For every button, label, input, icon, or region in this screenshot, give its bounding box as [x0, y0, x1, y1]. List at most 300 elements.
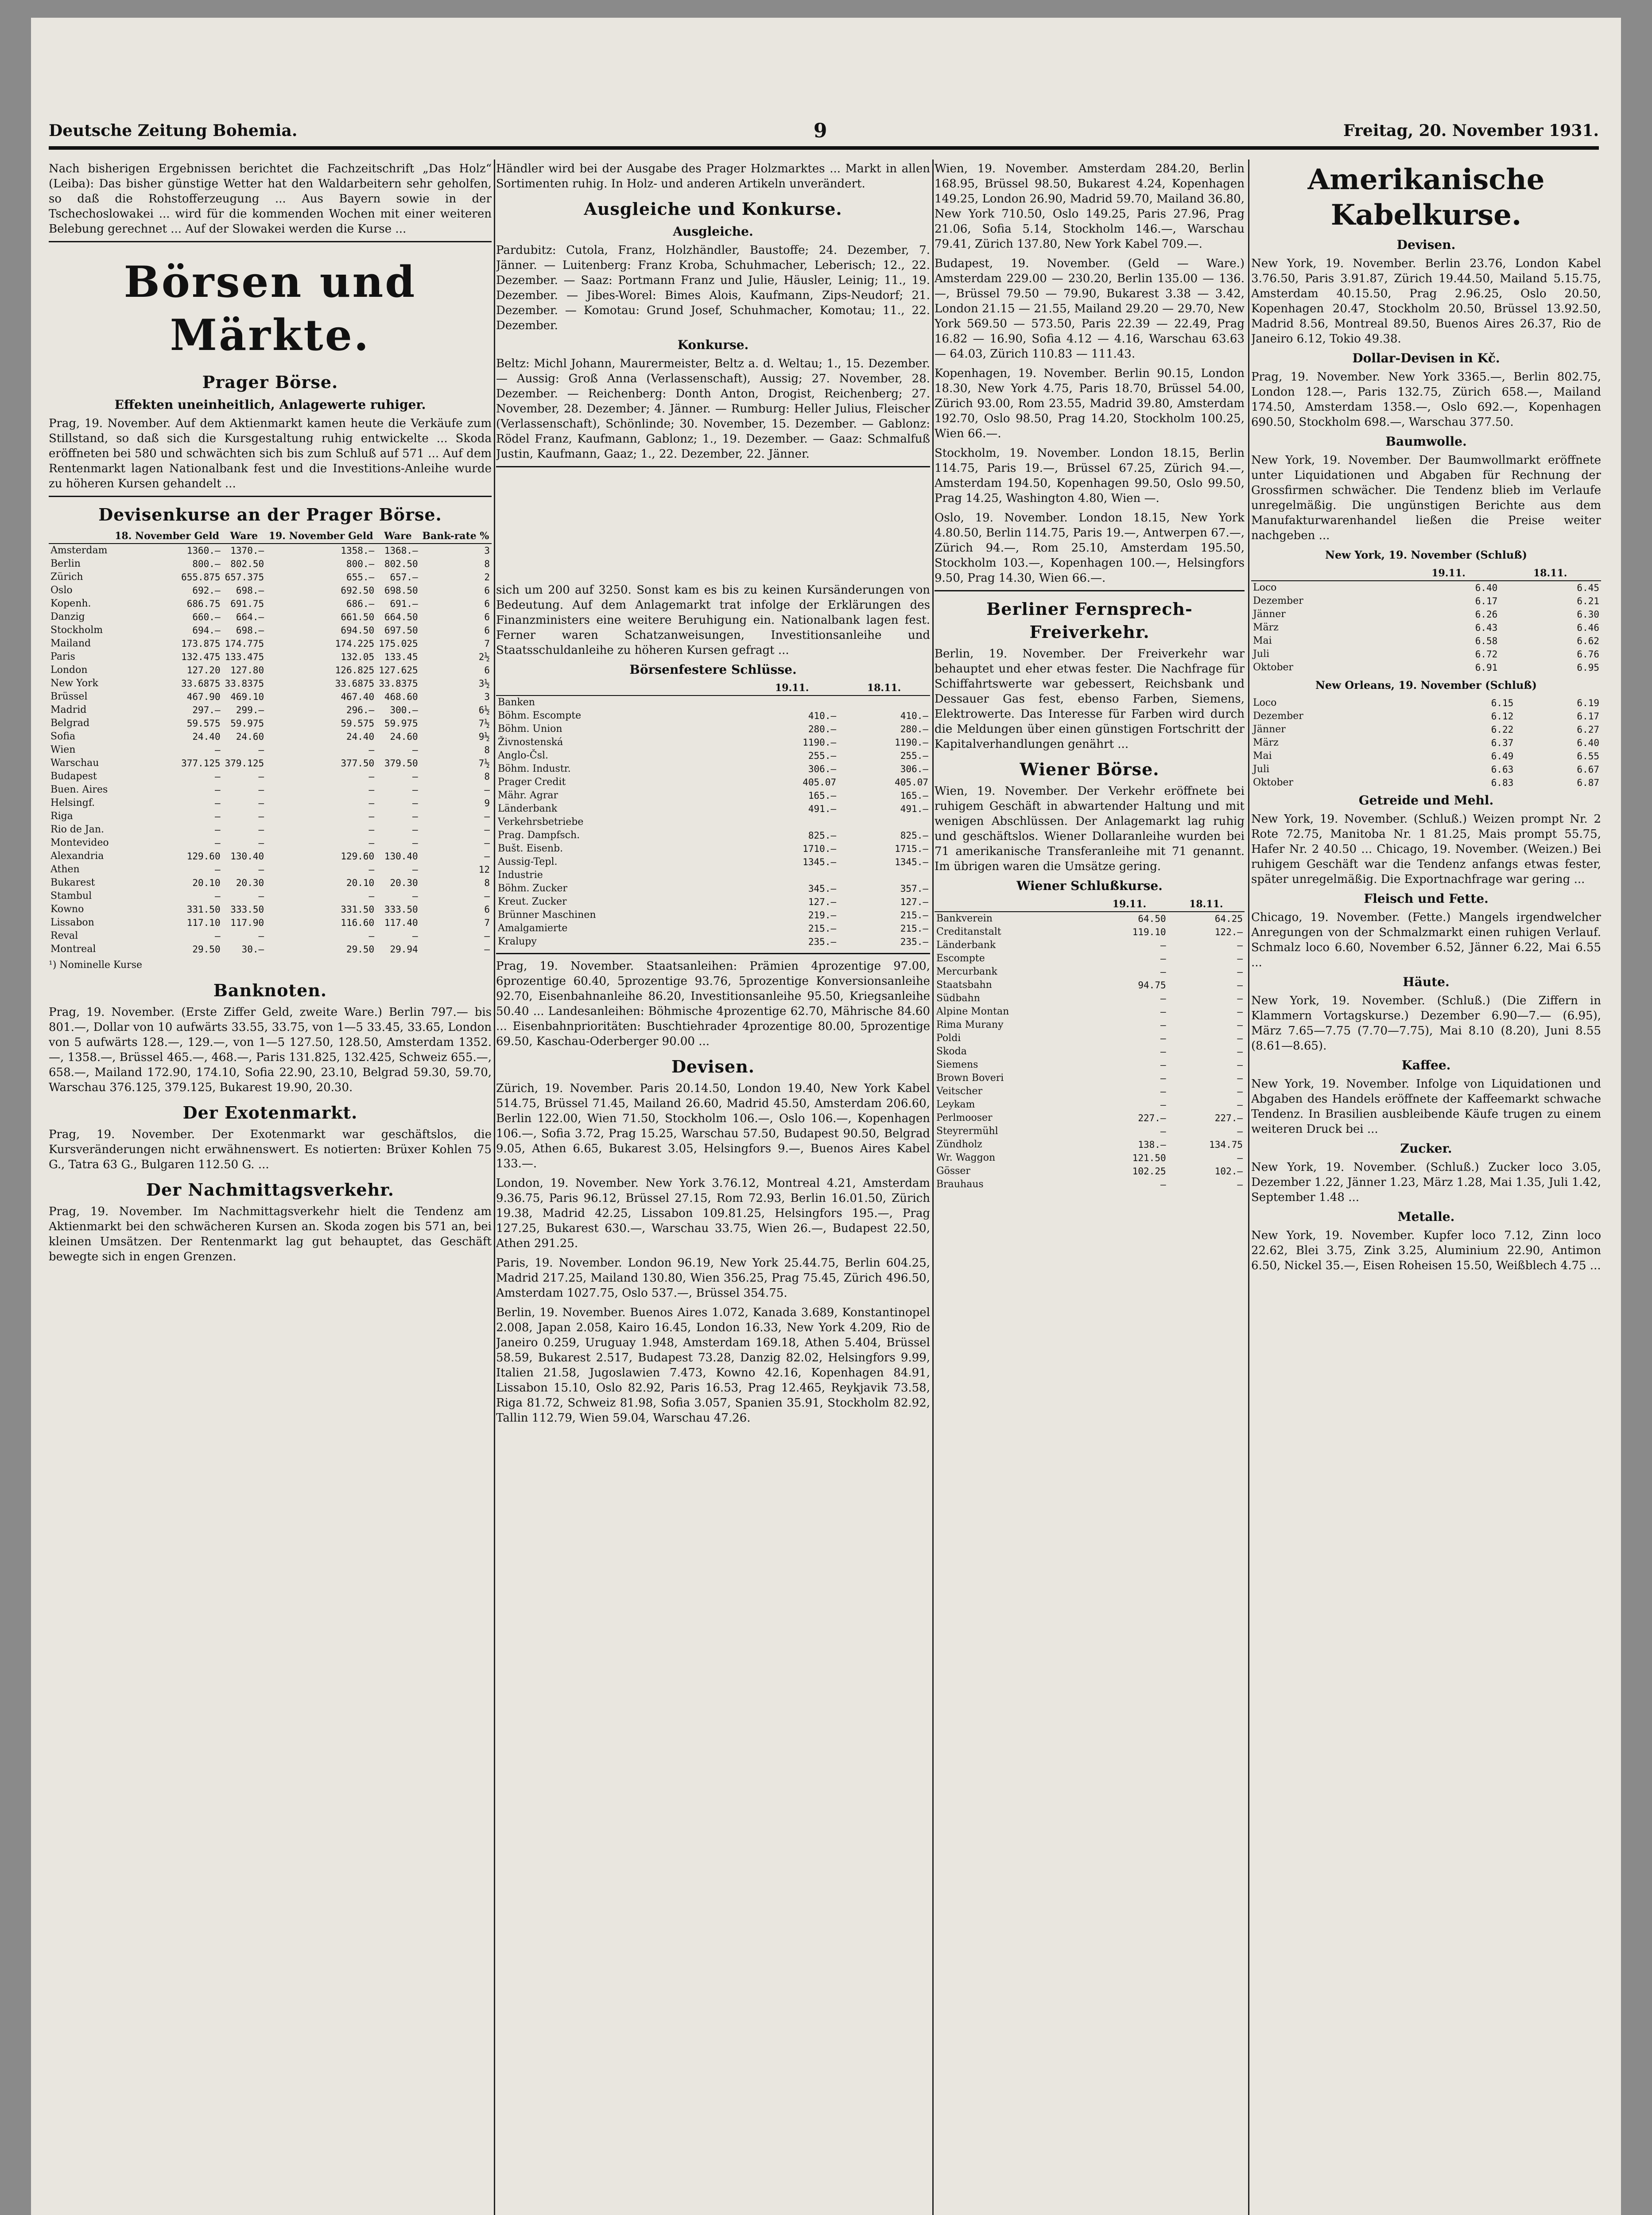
row-label: New York [50, 678, 98, 689]
row-value: 174.225 [335, 638, 375, 649]
row-value: 59.575 [186, 718, 221, 729]
row-value: — [1160, 1179, 1166, 1190]
table-row [1251, 723, 1601, 736]
row-value: 469.10 [230, 692, 264, 702]
row-value: 379.125 [225, 758, 264, 769]
row-value: 215.— [900, 923, 928, 934]
row-value: — [1237, 1073, 1243, 1084]
row-value: 410.— [900, 711, 928, 721]
table-header-cell [1251, 566, 1398, 581]
row-value: — [214, 864, 221, 875]
row-value: — [1237, 1086, 1243, 1097]
row-value: 6.17 [1475, 596, 1498, 606]
row-value: 6.62 [1577, 636, 1599, 646]
row-label: Siemens [936, 1059, 978, 1070]
row-label: Brauhaus [936, 1179, 984, 1190]
row-value: — [1237, 1020, 1243, 1030]
banknoten-article: Prag, 19. November. (Erste Ziffer Geld, zweite Ware.) Berlin 797.— bis 801.—, Dollar von 10 aufwärts 33.55, 33.75, von 1—5 33.45, 33.65, London von 5 aufwärts 128.—, 129.—, von 1—5 127.50, 128.50, Amsterdam 1352.—, 1358.—, Brüssel 465.—, 468.—, Paris 131.825, 132.425, Schweiz 655.—, 658.—, Mailand 172.90, 174.10, Sofia 22.90, 23.10, Belgrad 59.30, 59.70, Warschau 376.125, 379.125, Bukarest 19.90, 20.30. [49, 1006, 492, 1094]
row-value: 6.55 [1577, 751, 1599, 762]
column-rule [494, 159, 495, 2215]
table-row [496, 909, 930, 922]
row-value: 6 [484, 612, 490, 622]
table-row [496, 816, 930, 829]
row-value: 122.— [1214, 927, 1243, 937]
table-row [49, 836, 492, 850]
table-row [496, 829, 930, 842]
row-value: — [484, 851, 490, 862]
row-value: 405.07 [895, 777, 928, 788]
row-value: 297.— [192, 705, 221, 715]
row-value: 1190.— [803, 737, 837, 748]
row-value: 698.— [236, 585, 264, 596]
table-header-cell [49, 529, 112, 544]
row-value: 24.40 [192, 731, 221, 742]
table-row [935, 912, 1245, 925]
row-value: — [214, 798, 221, 808]
column-c [935, 159, 1245, 2215]
table-row [935, 1005, 1245, 1018]
row-value: — [368, 864, 375, 875]
row-value: 655.— [346, 572, 375, 583]
row-value: — [484, 785, 490, 795]
row-label: Gösser [936, 1166, 970, 1177]
row-value: — [368, 785, 375, 795]
row-value: 6.45 [1577, 583, 1599, 593]
row-value: 7½ [478, 758, 490, 769]
row-value: 130.40 [384, 851, 418, 862]
row-value: 6.46 [1577, 622, 1599, 633]
row-value: 117.40 [384, 917, 418, 928]
row-value: 165.— [900, 790, 928, 801]
row-value: 133.475 [225, 652, 264, 662]
table-row [935, 1165, 1245, 1178]
table-row [496, 789, 930, 802]
row-label: Montevideo [50, 837, 109, 848]
row-value: 174.775 [225, 638, 264, 649]
table-row [49, 850, 492, 863]
neworleans-cotton-table [1251, 696, 1601, 789]
row-value: — [1160, 940, 1166, 951]
table-row [496, 749, 930, 762]
row-value: 6 [484, 625, 490, 636]
table-row [1251, 621, 1601, 634]
row-value: — [214, 771, 221, 782]
row-label: Danzig [50, 611, 85, 622]
row-value: — [484, 824, 490, 835]
row-label: Staatsbahn [936, 979, 992, 991]
row-value: 102.25 [1132, 1166, 1166, 1177]
row-value: 3 [484, 692, 490, 702]
row-label: Helsingf. [50, 797, 95, 808]
row-value: 24.60 [236, 731, 264, 742]
row-value: — [258, 811, 264, 822]
row-value: 6.30 [1577, 609, 1599, 620]
table-row [49, 597, 492, 610]
kaffee-article: New York, 19. November. Infolge von Liquidationen und Abgaben des Handels eröffnete der Kaffeemarkt schwache Tendenz. In Brasilien ausbleibende Käufe trugen zu einem weiteren Druck bei ... [1251, 1077, 1601, 1136]
row-label: Banken [498, 697, 535, 708]
row-value: — [368, 931, 375, 941]
row-value: 12 [478, 864, 490, 875]
row-value: 357.— [900, 883, 928, 894]
row-label: Böhm. Union [498, 723, 562, 734]
row-value: — [484, 891, 490, 902]
row-value: 657.375 [225, 572, 264, 583]
row-value: — [412, 931, 418, 941]
row-label: Dezember [1253, 711, 1303, 722]
row-value: 698.— [236, 625, 264, 636]
row-value: 33.8375 [225, 678, 264, 689]
table-row [496, 736, 930, 749]
row-value: — [214, 824, 221, 835]
row-value: 9½ [478, 731, 490, 742]
row-value: 59.975 [384, 718, 418, 729]
table-row [49, 890, 492, 903]
row-value: — [1237, 1153, 1243, 1163]
table-header-cell: 19.11. [1091, 897, 1167, 912]
table-row [49, 557, 492, 571]
row-value: 8 [484, 745, 490, 755]
table-row [935, 1072, 1245, 1085]
row-value: 1190.— [895, 737, 928, 748]
row-label: Oslo [50, 585, 73, 596]
row-value: 6.58 [1475, 636, 1498, 646]
row-value: 405.07 [803, 777, 837, 788]
getreide-article: New York, 19. November. (Schluß.) Weizen prompt Nr. 2 Rote 72.75, Manitoba Nr. 1 81.25, Mais prompt 55.75, Hafer Nr. 2 40.50 ... Chicago, 19. November. (Weizen.) Bei ruhigem Geschäft war die Tendenz anfangs etwas fester, später unregelmäßig. Die Exportnachfrage war gering ... [1251, 812, 1601, 886]
row-value: — [1237, 1006, 1243, 1017]
wiener-boerse-article: Wien, 19. November. Der Verkehr eröffnete bei ruhigem Geschäft in abwartender Haltung und mit wenigen Abschlüssen. Der Anlagemarkt lag ruhig und geschäftslos. Wiener Dollaranleihe wurden bei 71 amerikanische Transferanleihe mit 71 genannt. Im übrigen waren die Umsätze gering. [935, 785, 1245, 873]
row-value: 132.475 [181, 652, 221, 662]
row-value: 825.— [808, 830, 837, 841]
row-value: 6 [484, 585, 490, 596]
ausgleiche-title: Ausgleiche und Konkurse. [584, 199, 842, 219]
row-value: 6.63 [1491, 764, 1514, 775]
row-value: 691.75 [230, 598, 264, 609]
row-label: Živnostenská [498, 737, 563, 748]
row-value: — [258, 798, 264, 808]
effekten-table [496, 681, 930, 948]
table-row [935, 939, 1245, 952]
table-row [1251, 776, 1601, 789]
row-value: 165.— [808, 790, 837, 801]
table-row [49, 571, 492, 584]
row-value: 299.— [236, 705, 264, 715]
row-label: Mercurbank [936, 966, 997, 977]
row-value: 333.50 [230, 904, 264, 915]
row-value: 6.76 [1577, 649, 1599, 660]
row-value: 6.37 [1491, 738, 1514, 748]
row-value: — [1160, 1126, 1166, 1137]
row-value: — [1237, 940, 1243, 951]
table-header-cell: Ware [376, 529, 420, 544]
newspaper-page [31, 18, 1621, 2215]
row-label: Berlin [50, 558, 81, 569]
table-row [935, 1151, 1245, 1165]
kaffee-subtitle: Kaffee. [1401, 1058, 1451, 1073]
table-row [935, 992, 1245, 1005]
table-header-cell [935, 897, 1091, 912]
column-b [496, 159, 930, 2215]
row-value: — [484, 838, 490, 848]
row-value: 1358.— [341, 545, 375, 556]
row-value: — [1237, 953, 1243, 964]
page-header [49, 115, 1599, 150]
row-value: 664.— [236, 612, 264, 622]
row-value: 116.60 [341, 917, 375, 928]
row-value: 694.50 [341, 625, 375, 636]
row-label: Jänner [1253, 609, 1286, 620]
row-label: Mai [1253, 750, 1272, 762]
row-value: 379.50 [384, 758, 418, 769]
row-value: 227.— [1214, 1113, 1243, 1123]
row-value: — [1160, 967, 1166, 977]
row-value: 215.— [808, 923, 837, 934]
table-row [49, 863, 492, 876]
row-label: Rio de Jan. [50, 824, 105, 835]
row-value: 126.825 [335, 665, 375, 676]
devisen-oslo: Oslo, 19. November. London 18.15, New York 4.80.50, Berlin 114.75, Paris 19.—, Antwerpen 67.—, Zürich 94.—, Rom 25.10, Amsterdam 195.50, Stockholm 103.—, Kopenhagen 100.—, Helsingfors 9.50, Prag 14.30, Wien 66.—. [935, 511, 1245, 585]
newyork-cotton-title: New York, 19. November (Schluß) [1325, 548, 1527, 561]
table-row [49, 677, 492, 690]
row-value: — [214, 931, 221, 941]
row-value: — [368, 891, 375, 902]
haeute-article: New York, 19. November. (Schluß.) (Die Ziffern in Klammern Vortagskurse.) Dezember 6.90—7.— (6.95), März 7.65—7.75 (7.70—7.75), Mai 8.10 (8.20), Juni 8.55 (8.61—8.65). [1251, 994, 1601, 1053]
column-a [49, 159, 492, 2215]
prager-boerse-subtitle: Effekten uneinheitlich, Anlagewerte ruhiger. [114, 397, 426, 412]
row-value: — [1160, 1006, 1166, 1017]
dollar-devisen: Prag, 19. November. New York 3365.—, Berlin 802.75, London 128.—, Paris 132.75, Zürich 658.—, Mailand 174.50, Amsterdam 1358.—, Oslo 692.—, Kopenhagen 690.50, Stockholm 698.—, Warschau 377.50. [1251, 370, 1601, 429]
table-header-cell: 19.11. [746, 681, 838, 696]
row-value: 692.50 [341, 585, 375, 596]
row-value: 6 [484, 904, 490, 915]
row-label: Loco [1253, 697, 1277, 708]
table-row [496, 842, 930, 855]
table-row [496, 882, 930, 895]
devisenkurse-title: Devisenkurse an der Prager Börse. [98, 505, 442, 525]
row-value: 6.91 [1475, 662, 1498, 673]
row-value: — [484, 811, 490, 822]
row-value [746, 869, 838, 882]
row-label: Länderbank [498, 803, 558, 814]
row-value: — [412, 891, 418, 902]
fernsprech-article: Berlin, 19. November. Der Freiverkehr war behauptet und eher etwas fester. Die Nachfrage für Schiffahrtswerte war gebessert, Reichsbank und Dessauer Gas fest, ebenso Farben, Siemens, Elektrowerte. Das Interesse für Farben wird durch die Meldungen über einen günstigen Fortschritt der Kapitalverhandlungen genährt ... [935, 647, 1245, 751]
row-value: 8 [484, 559, 490, 569]
divider [496, 466, 930, 467]
row-label: Aussig-Tepl. [498, 856, 558, 867]
row-value: 697.50 [384, 625, 418, 636]
row-value: — [258, 931, 264, 941]
row-value: 6 [484, 665, 490, 676]
row-value: 20.10 [192, 878, 221, 888]
table-row [49, 650, 492, 664]
newyork-devisen: New York, 19. November. Berlin 23.76, London Kabel 3.76.50, Paris 3.91.87, Zürich 19.44.50, Mailand 5.15.75, Amsterdam 40.15.50, Prag 2.96.25, Oslo 20.50, Kopenhagen 20.47, Stockholm 20.50, Brüssel 13.92.50, Madrid 8.56, Montreal 89.50, Buenos Aires 26.37, Rio de Janeiro 6.12, Tokio 49.38. [1251, 257, 1601, 346]
row-label: Buen. Aires [50, 784, 108, 795]
row-value: 33.6875 [335, 678, 375, 689]
table-header-cell: 18. November Geld [112, 529, 222, 544]
row-value: — [214, 745, 221, 755]
row-value: 1370.— [230, 545, 264, 556]
row-value: 1368.— [384, 545, 418, 556]
row-label: Reval [50, 930, 78, 941]
row-label: Stockholm [50, 625, 103, 636]
row-value: — [1160, 1033, 1166, 1044]
exotenmarkt-title: Der Exotenmarkt. [182, 1103, 358, 1123]
row-value: 6.95 [1577, 662, 1599, 673]
row-value [838, 816, 930, 829]
table-row [496, 709, 930, 723]
wiener-boerse-title: Wiener Börse. [1020, 759, 1160, 779]
row-label: Veitscher [936, 1086, 983, 1097]
exotenmarkt-article: Prag, 19. November. Der Exotenmarkt war geschäftslos, die Kursveränderungen nicht erwähnenswert. Es notierten: Brüxer Kohlen 75 G., Tatra 63 G., Bulgaren 112.50 G. ... [49, 1128, 492, 1171]
row-value: 6.17 [1577, 711, 1599, 722]
row-value: 280.— [900, 724, 928, 734]
row-value: — [258, 891, 264, 902]
row-value: 655.875 [181, 572, 221, 583]
column-rule [932, 159, 934, 2215]
table-row [49, 664, 492, 677]
row-value: 306.— [808, 764, 837, 774]
row-value: 127.625 [379, 665, 418, 676]
zucker-article: New York, 19. November. (Schluß.) Zucker loco 3.05, Dezember 1.22, Jänner 1.23, März 1.28, Mai 1.35, Juli 1.42, September 1.48 ... [1251, 1161, 1601, 1204]
table-row [496, 776, 930, 789]
row-value: 20.30 [390, 878, 418, 888]
row-value: 33.8375 [379, 678, 418, 689]
row-label: Prag. Dampfsch. [498, 830, 580, 841]
table-row [49, 637, 492, 650]
row-value: — [1160, 1073, 1166, 1084]
row-value: 29.50 [346, 944, 375, 955]
getreide-subtitle: Getreide und Mehl. [1358, 793, 1494, 808]
row-value: 306.— [900, 764, 928, 774]
table-row [49, 823, 492, 836]
table-row [1251, 648, 1601, 661]
row-label: Amsterdam [50, 545, 108, 556]
row-label: Mähr. Agrar [498, 790, 558, 801]
row-label: Industrie [498, 870, 543, 881]
nachmittagsverkehr-title: Der Nachmittagsverkehr. [146, 1180, 394, 1200]
row-value: 802.50 [230, 559, 264, 569]
row-label: Skoda [936, 1046, 967, 1057]
row-label: Rima Murany [936, 1019, 1004, 1030]
row-value: 300.— [390, 705, 418, 715]
row-value: 8 [484, 771, 490, 782]
table-row [1251, 634, 1601, 648]
row-label: Wien [50, 744, 76, 755]
row-label: Brüssel [50, 691, 88, 702]
row-label: Anglo-Čsl. [498, 750, 549, 761]
row-label: Jänner [1253, 724, 1286, 735]
table-row [1251, 736, 1601, 750]
table-row [49, 690, 492, 703]
row-value: 800.— [192, 559, 221, 569]
divider [49, 496, 492, 497]
row-value: — [412, 785, 418, 795]
row-label: Kreut. Zucker [498, 896, 567, 907]
table-row [935, 965, 1245, 979]
row-value: 333.50 [384, 904, 418, 915]
table-header-cell [496, 681, 746, 696]
row-label: Escompte [936, 953, 985, 964]
row-value: 255.— [808, 750, 837, 761]
prager-boerse-title: Prager Börse. [202, 372, 338, 392]
row-label: März [1253, 622, 1279, 633]
baumwolle-subtitle: Baumwolle. [1385, 434, 1467, 449]
row-value: — [214, 891, 221, 902]
ausgleiche-list: Pardubitz: Cutola, Franz, Holzhändler, Baustoffe; 24. Dezember, 7. Jänner. — Luitenberg: Franz Kroba, Schuhmacher, Leberisch; 12., 22. Dezember. — Saaz: Portmann Franz und Julie, Häusler, Leinig; 11., 19. Dezember. — Jibes-Worel: Bimes Alois, Kaufmann, Zips-Neudorf; 21. Dezember. — Komotau: Grund Josef, Schuhmacher, Komotau; 11., 22. Dezember. [496, 244, 930, 332]
row-label: Kralupy [498, 936, 537, 947]
row-value: — [1160, 953, 1166, 964]
row-value: — [258, 824, 264, 835]
row-value: — [412, 771, 418, 782]
row-label: Böhm. Industr. [498, 763, 571, 774]
row-label: Paris [50, 651, 75, 662]
table-row [935, 1098, 1245, 1111]
table-header-cell: Bank-rate % [420, 529, 492, 544]
row-value: 657.— [390, 572, 418, 583]
table-row [49, 717, 492, 730]
row-value: — [1237, 1033, 1243, 1044]
row-value: 377.125 [181, 758, 221, 769]
table-row [935, 952, 1245, 965]
row-value: 117.90 [230, 917, 264, 928]
row-value: 6.72 [1475, 649, 1498, 660]
row-value: — [1237, 1060, 1243, 1070]
row-value: 491.— [900, 804, 928, 814]
section-title: Börsen und Märkte. [124, 257, 417, 360]
baumwolle-article: New York, 19. November. Der Baumwollmarkt eröffnete unter Liquidationen und Abgaben für Rechnung der Grossfirmen schwächer. Die Tendenz blieb im Verlaufe unregelmäßig. Die ungünstigen Berichte aus dem Manufakturwarenhandel ließen die Preise weiter nachgeben ... [1251, 454, 1601, 542]
column-d [1251, 159, 1601, 2215]
row-value: 6.83 [1491, 777, 1514, 788]
row-label: Creditanstalt [936, 926, 1001, 937]
row-value [838, 696, 930, 709]
row-label: März [1253, 737, 1279, 748]
row-value: 2½ [478, 652, 490, 662]
row-label: Prager Credit [498, 777, 566, 788]
row-value: — [1237, 1100, 1243, 1110]
row-value: — [484, 931, 490, 941]
holzmarkt-continuation: Händler wird bei der Ausgabe des Prager Holzmarktes ... Markt in allen Sortimenten ruhig. In Holz- und anderen Artikeln unverändert. [496, 162, 930, 190]
row-value: — [1237, 1179, 1243, 1190]
row-value: 491.— [808, 804, 837, 814]
row-value: 94.75 [1138, 980, 1166, 991]
row-label: Zündholz [936, 1139, 982, 1150]
row-value: 9 [484, 798, 490, 808]
header-date: Freitag, 20. November 1931. [1343, 121, 1599, 140]
row-value: — [412, 811, 418, 822]
amerikanische-kabelkurse-title: Amerikanische Kabelkurse. [1307, 163, 1545, 232]
row-label: Amalgamierte [498, 923, 568, 934]
row-value: 227.— [1138, 1113, 1166, 1123]
row-value: — [484, 944, 490, 955]
effekten-title: Börsenfestere Schlüsse. [629, 662, 797, 677]
row-value: 3½ [478, 678, 490, 689]
row-label: Madrid [50, 704, 87, 715]
row-label: Oktober [1253, 777, 1294, 788]
row-value: 296.— [346, 705, 375, 715]
row-label: Athen [50, 864, 80, 875]
row-value: 664.50 [384, 612, 418, 622]
row-value: — [368, 798, 375, 808]
row-value: 661.50 [341, 612, 375, 622]
row-label: Bankverein [936, 913, 993, 924]
row-value: 2 [484, 572, 490, 583]
table-row [1251, 661, 1601, 674]
row-value [838, 869, 930, 882]
table-row [496, 935, 930, 948]
row-value: 1360.— [186, 545, 221, 556]
divider [935, 590, 1245, 591]
table-header-cell: 18.11. [1499, 566, 1601, 581]
row-value: 6 [484, 598, 490, 609]
